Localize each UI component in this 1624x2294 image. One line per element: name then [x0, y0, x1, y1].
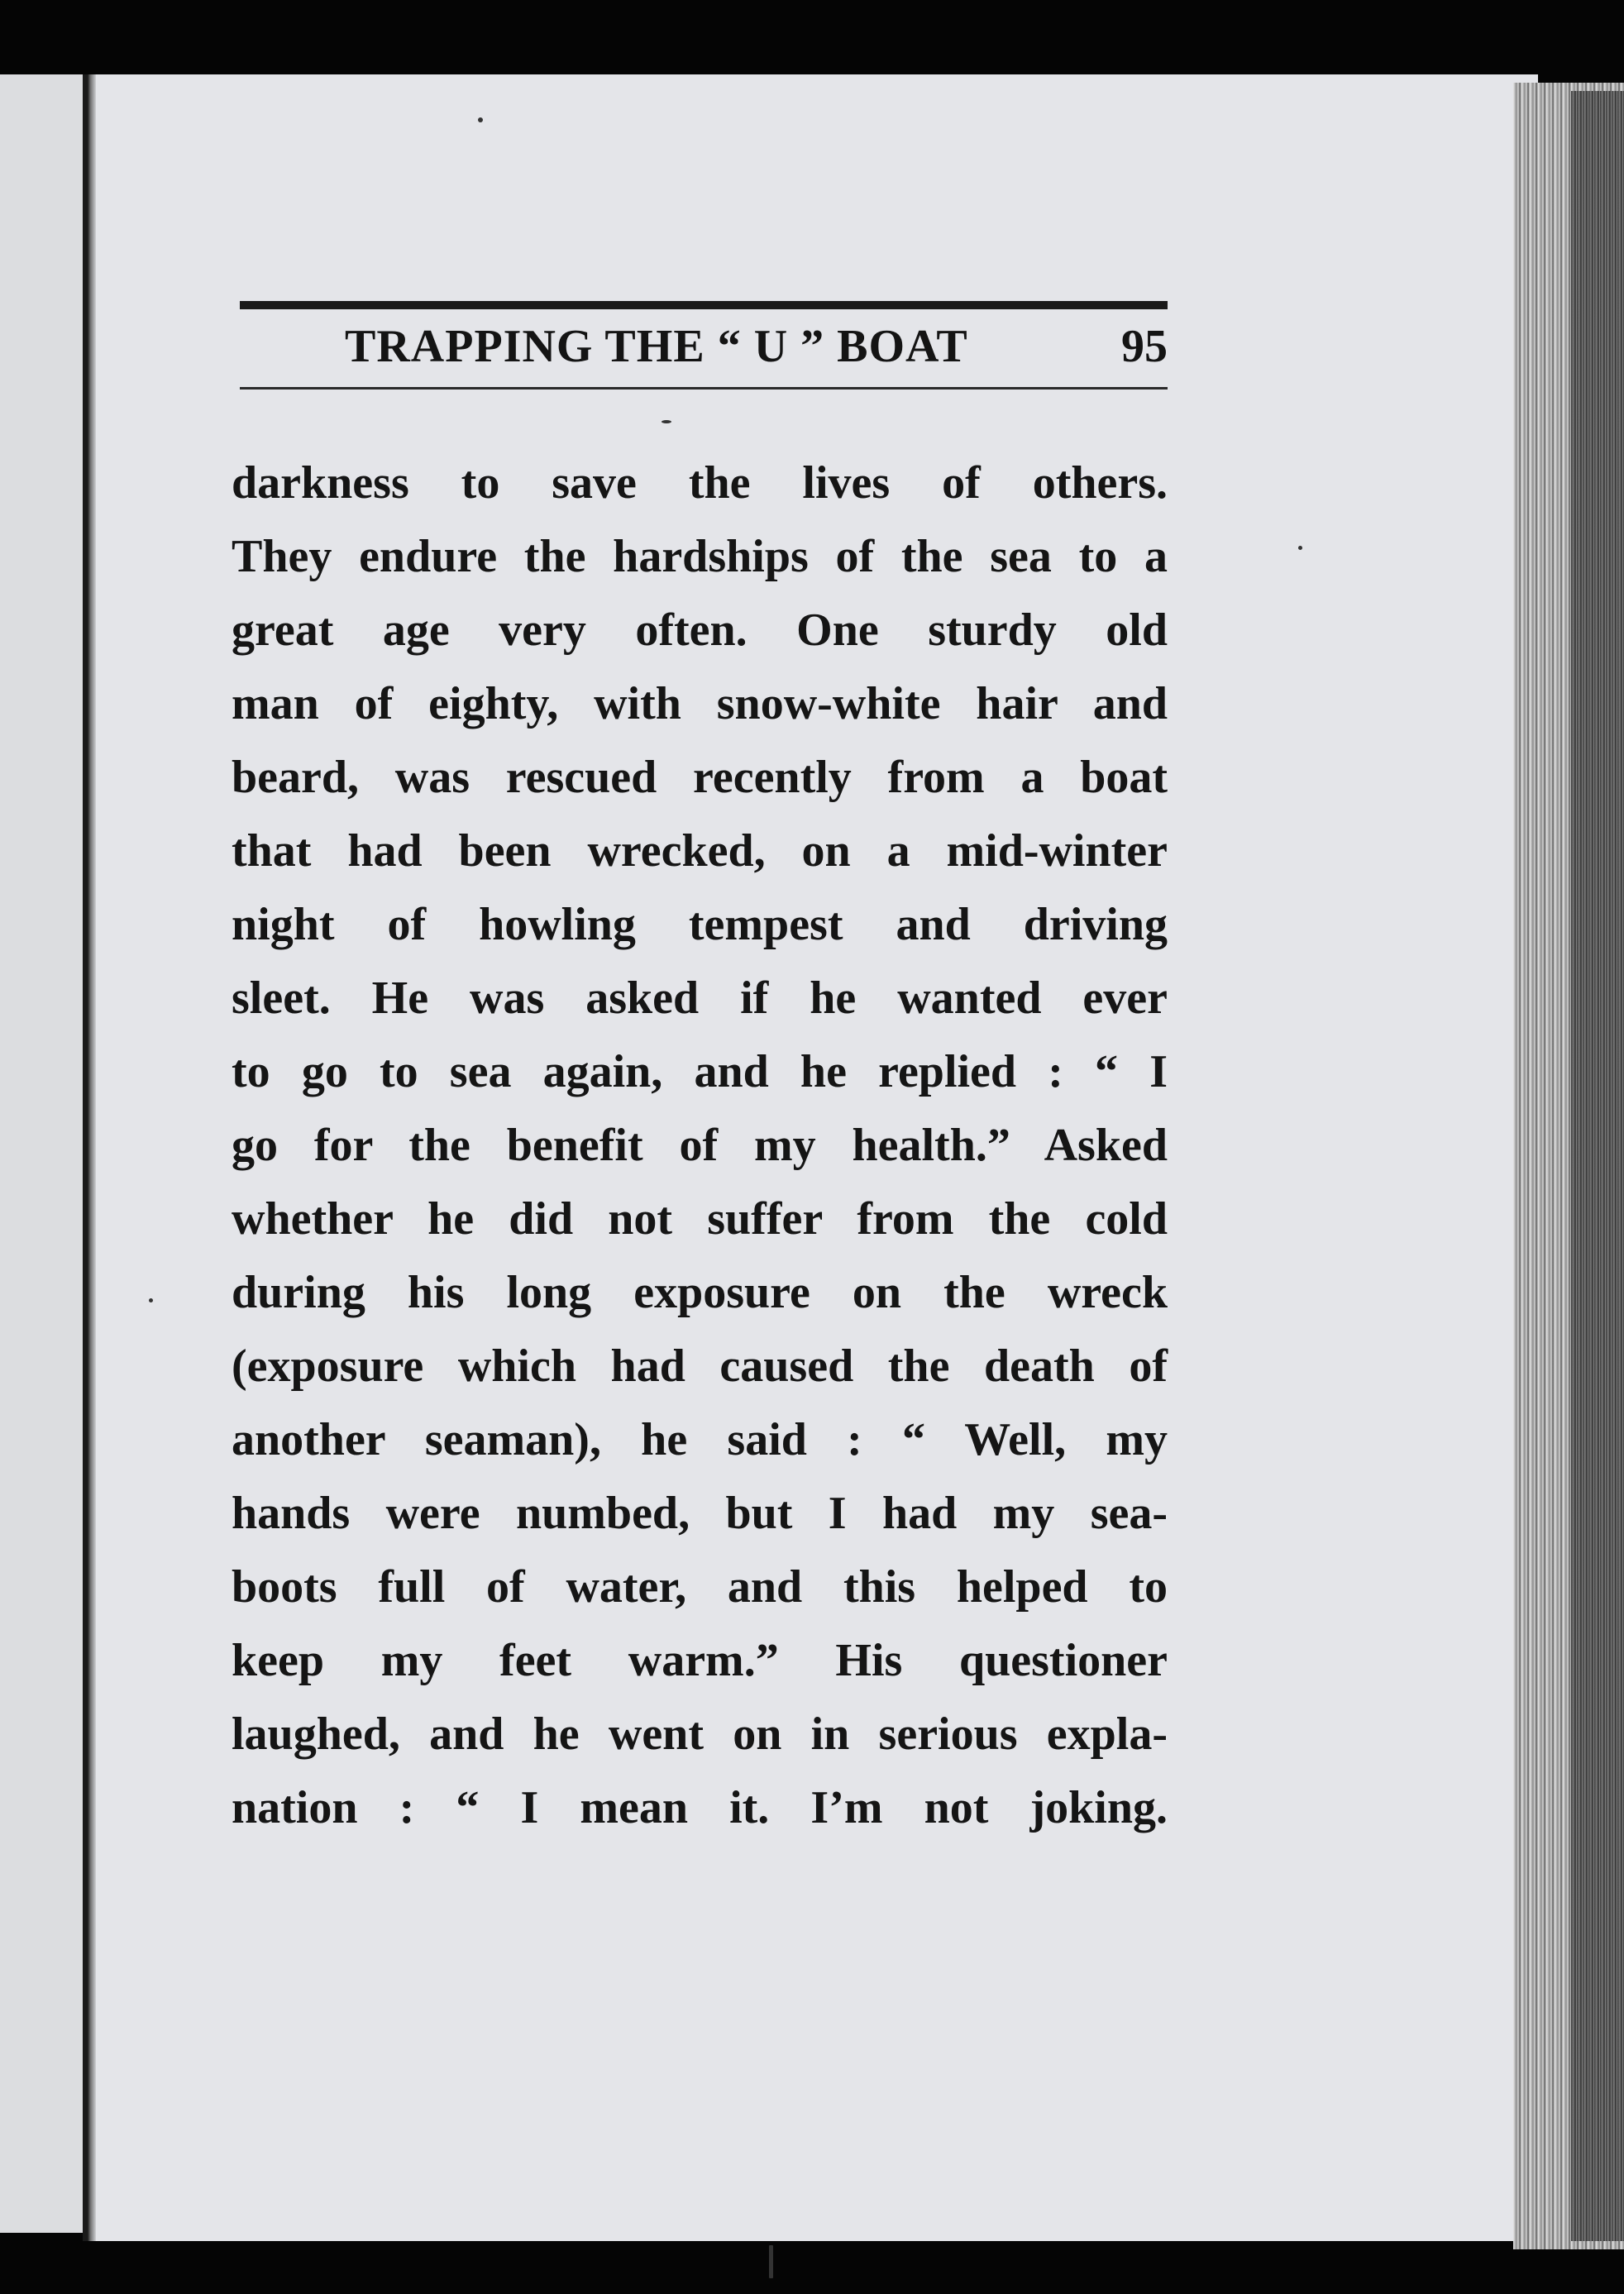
paper-speck [662, 420, 671, 423]
paper-speck [1298, 546, 1302, 550]
running-head [240, 318, 1168, 375]
text-line: that had been wrecked, on a mid-winter [232, 825, 1168, 877]
text-line: whether he did not suffer from the cold [232, 1193, 1168, 1245]
header-rule-top [240, 301, 1168, 309]
text-line: hands were numbed, but I had my sea- [232, 1488, 1168, 1539]
running-title: TRAPPING THE “ U ” BOAT [345, 321, 968, 372]
text-line: They endure the hardships of the sea to a [232, 531, 1168, 582]
text-line: go for the benefit of my health.” Asked [232, 1120, 1168, 1171]
text-line: to go to sea again, and he replied : “ I [232, 1046, 1168, 1097]
text-line: keep my feet warm.” His questioner [232, 1635, 1168, 1686]
book-gutter [83, 74, 96, 2241]
header-rule-bottom [240, 387, 1168, 390]
page-stack-shadow [1571, 91, 1624, 2241]
text-line: (exposure which had caused the death of [232, 1341, 1168, 1392]
paper-speck [769, 2245, 773, 2278]
text-line: another seaman), he said : “ Well, my [232, 1414, 1168, 1465]
text-line: great age very often. One sturdy old [232, 605, 1168, 656]
text-line: night of howling tempest and driving [232, 899, 1168, 950]
text-line: sleet. He was asked if he wanted ever [232, 973, 1168, 1024]
text-line: beard, was rescued recently from a boat [232, 752, 1168, 803]
paper-speck [149, 1298, 153, 1302]
text-line: darkness to save the lives of others. [232, 457, 1168, 509]
body-text [232, 447, 1168, 1845]
facing-page-edge [0, 74, 83, 2233]
paper-speck [478, 117, 483, 122]
text-line: boots full of water, and this helped to [232, 1561, 1168, 1613]
text-line: laughed, and he went on in serious expla- [232, 1709, 1168, 1760]
text-line: during his long exposure on the wreck [232, 1267, 1168, 1318]
text-line: man of eighty, with snow-white hair and [232, 678, 1168, 729]
text-line: nation : “ I mean it. I’m not joking. [232, 1782, 1168, 1833]
page-number: 95 [1121, 321, 1168, 372]
